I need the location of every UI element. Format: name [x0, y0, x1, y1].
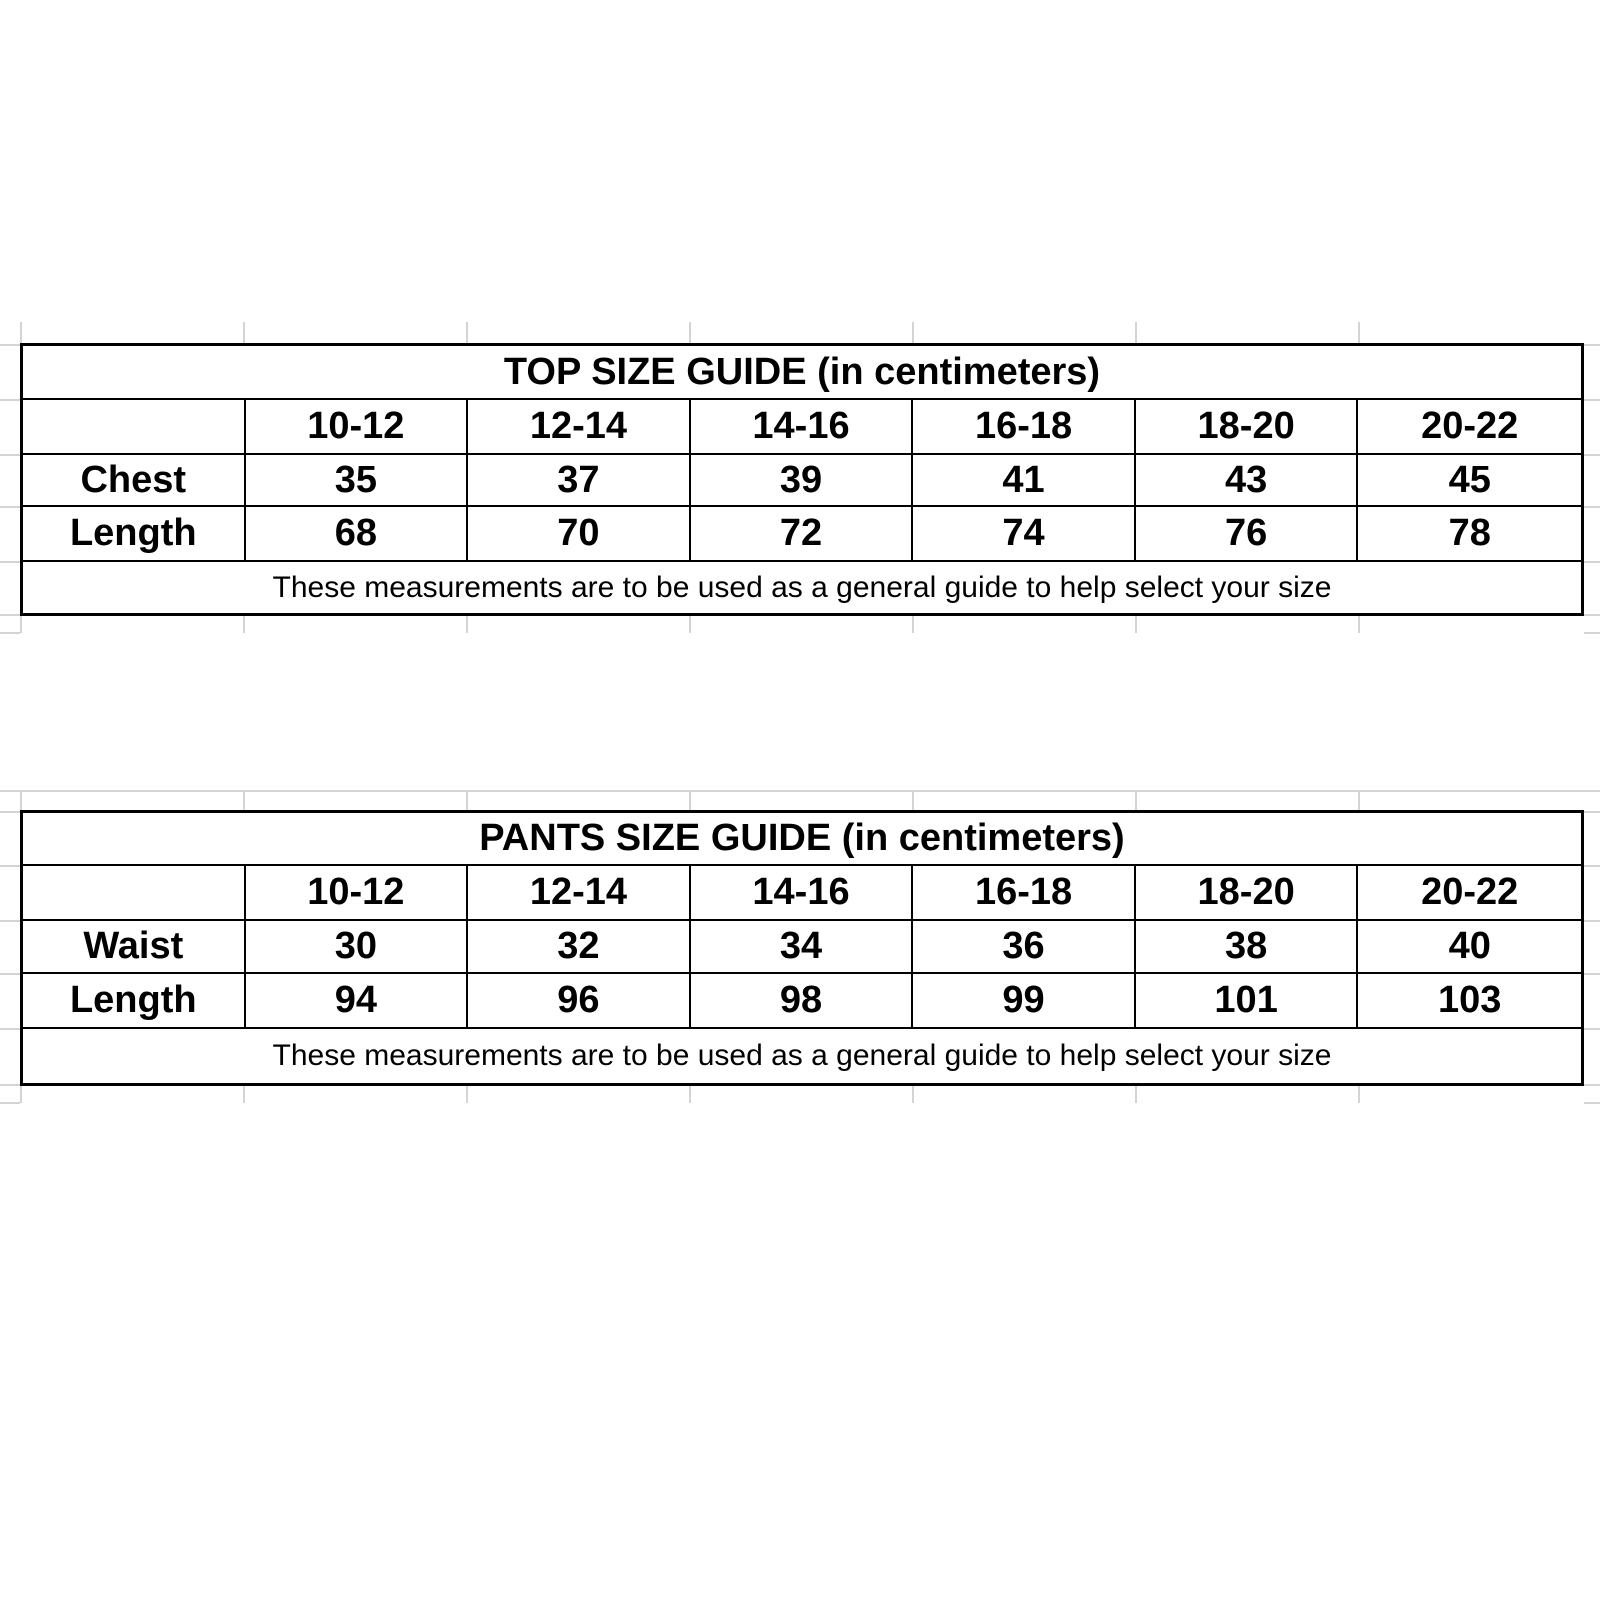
gridline-horizontal [0, 865, 20, 867]
gridline-horizontal [0, 811, 20, 813]
value-cell: 72 [691, 507, 914, 562]
size-header-cell: 18-20 [1136, 400, 1359, 455]
size-header-cell: 18-20 [1136, 866, 1359, 921]
value-cell: 41 [913, 455, 1136, 507]
size-header-cell: 16-18 [913, 866, 1136, 921]
gridline-vertical-tick [912, 791, 914, 810]
gridline-horizontal [1584, 632, 1600, 634]
value-cell: 70 [468, 507, 691, 562]
value-cell: 96 [468, 974, 691, 1029]
gridline-vertical-tick [20, 791, 22, 810]
gridline-vertical-tick [689, 1086, 691, 1103]
gridline-vertical-tick [689, 616, 691, 633]
gridline-horizontal [1584, 1102, 1600, 1104]
value-cell: 38 [1136, 921, 1359, 974]
gridline-horizontal [0, 399, 20, 401]
gridline-horizontal [1584, 399, 1600, 401]
gridline-vertical-tick [1135, 616, 1137, 633]
gridline-horizontal [0, 454, 20, 456]
gridline-horizontal [0, 1102, 20, 1104]
value-cell: 94 [246, 974, 469, 1029]
gridline-vertical-tick [466, 616, 468, 633]
value-cell: 68 [246, 507, 469, 562]
size-header-cell: 20-22 [1358, 866, 1581, 921]
value-cell: 43 [1136, 455, 1359, 507]
gridline-horizontal [1584, 344, 1600, 346]
corner-cell [23, 400, 246, 455]
gridline-vertical-tick [243, 1086, 245, 1103]
gridline-horizontal [0, 790, 1600, 792]
gridline-vertical-tick [912, 616, 914, 633]
gridline-horizontal [1584, 1028, 1600, 1030]
gridline-vertical-tick [466, 791, 468, 810]
gridline-vertical-tick [20, 616, 22, 633]
gridline-vertical-tick [1358, 322, 1360, 343]
size-header-cell: 14-16 [691, 866, 914, 921]
value-cell: 30 [246, 921, 469, 974]
row-label-cell: Chest [23, 455, 246, 507]
gridline-vertical-tick [243, 791, 245, 810]
gridline-horizontal [0, 561, 20, 563]
corner-cell [23, 866, 246, 921]
gridline-horizontal [1584, 454, 1600, 456]
gridline-vertical-tick [243, 322, 245, 343]
size-header-cell: 16-18 [913, 400, 1136, 455]
value-cell: 76 [1136, 507, 1359, 562]
gridline-horizontal [0, 973, 20, 975]
value-cell: 101 [1136, 974, 1359, 1029]
gridline-vertical-tick [20, 1086, 22, 1103]
value-cell: 40 [1358, 921, 1581, 974]
gridline-horizontal [1584, 1084, 1600, 1086]
pants-size-guide-table [20, 810, 1584, 1086]
gridline-horizontal [1584, 561, 1600, 563]
table-title: PANTS SIZE GUIDE (in centimeters) [23, 813, 1581, 866]
size-header-cell: 12-14 [468, 866, 691, 921]
gridline-vertical-tick [912, 1086, 914, 1103]
value-cell: 74 [913, 507, 1136, 562]
gridline-vertical-tick [20, 322, 22, 343]
size-header-cell: 10-12 [246, 400, 469, 455]
gridline-horizontal [0, 1084, 20, 1086]
value-cell: 99 [913, 974, 1136, 1029]
size-header-cell: 12-14 [468, 400, 691, 455]
value-cell: 37 [468, 455, 691, 507]
gridline-vertical-tick [466, 1086, 468, 1103]
gridline-horizontal [1584, 920, 1600, 922]
gridline-vertical-tick [243, 616, 245, 633]
row-label-cell: Length [23, 507, 246, 562]
value-cell: 103 [1358, 974, 1581, 1029]
gridline-horizontal [1584, 865, 1600, 867]
value-cell: 45 [1358, 455, 1581, 507]
value-cell: 35 [246, 455, 469, 507]
gridline-vertical-tick [689, 322, 691, 343]
gridline-horizontal [0, 506, 20, 508]
row-label-cell: Waist [23, 921, 246, 974]
gridline-horizontal [1584, 973, 1600, 975]
size-header-cell: 10-12 [246, 866, 469, 921]
value-cell: 36 [913, 921, 1136, 974]
value-cell: 34 [691, 921, 914, 974]
value-cell: 78 [1358, 507, 1581, 562]
gridline-vertical-tick [1135, 1086, 1137, 1103]
gridline-horizontal [0, 344, 20, 346]
value-cell: 98 [691, 974, 914, 1029]
gridline-horizontal [0, 632, 20, 634]
top-size-guide-table [20, 343, 1584, 616]
gridline-vertical-tick [466, 322, 468, 343]
gridline-vertical-tick [1358, 616, 1360, 633]
gridline-vertical-tick [1135, 791, 1137, 810]
size-header-cell: 20-22 [1358, 400, 1581, 455]
gridline-horizontal [0, 1028, 20, 1030]
gridline-vertical-tick [1135, 322, 1137, 343]
size-header-cell: 14-16 [691, 400, 914, 455]
gridline-horizontal [1584, 506, 1600, 508]
gridline-horizontal [1584, 614, 1600, 616]
row-label-cell: Length [23, 974, 246, 1029]
gridline-horizontal [0, 920, 20, 922]
gridline-horizontal [1584, 811, 1600, 813]
value-cell: 32 [468, 921, 691, 974]
note-cell: These measurements are to be used as a general guide to help select your size [272, 1039, 1332, 1072]
gridline-vertical-tick [1358, 791, 1360, 810]
table-title: TOP SIZE GUIDE (in centimeters) [23, 346, 1581, 400]
note-cell: These measurements are to be used as a general guide to help select your size [272, 570, 1332, 604]
gridline-vertical-tick [912, 322, 914, 343]
gridline-vertical-tick [1358, 1086, 1360, 1103]
gridline-horizontal [0, 614, 20, 616]
gridline-vertical-tick [689, 791, 691, 810]
value-cell: 39 [691, 455, 914, 507]
